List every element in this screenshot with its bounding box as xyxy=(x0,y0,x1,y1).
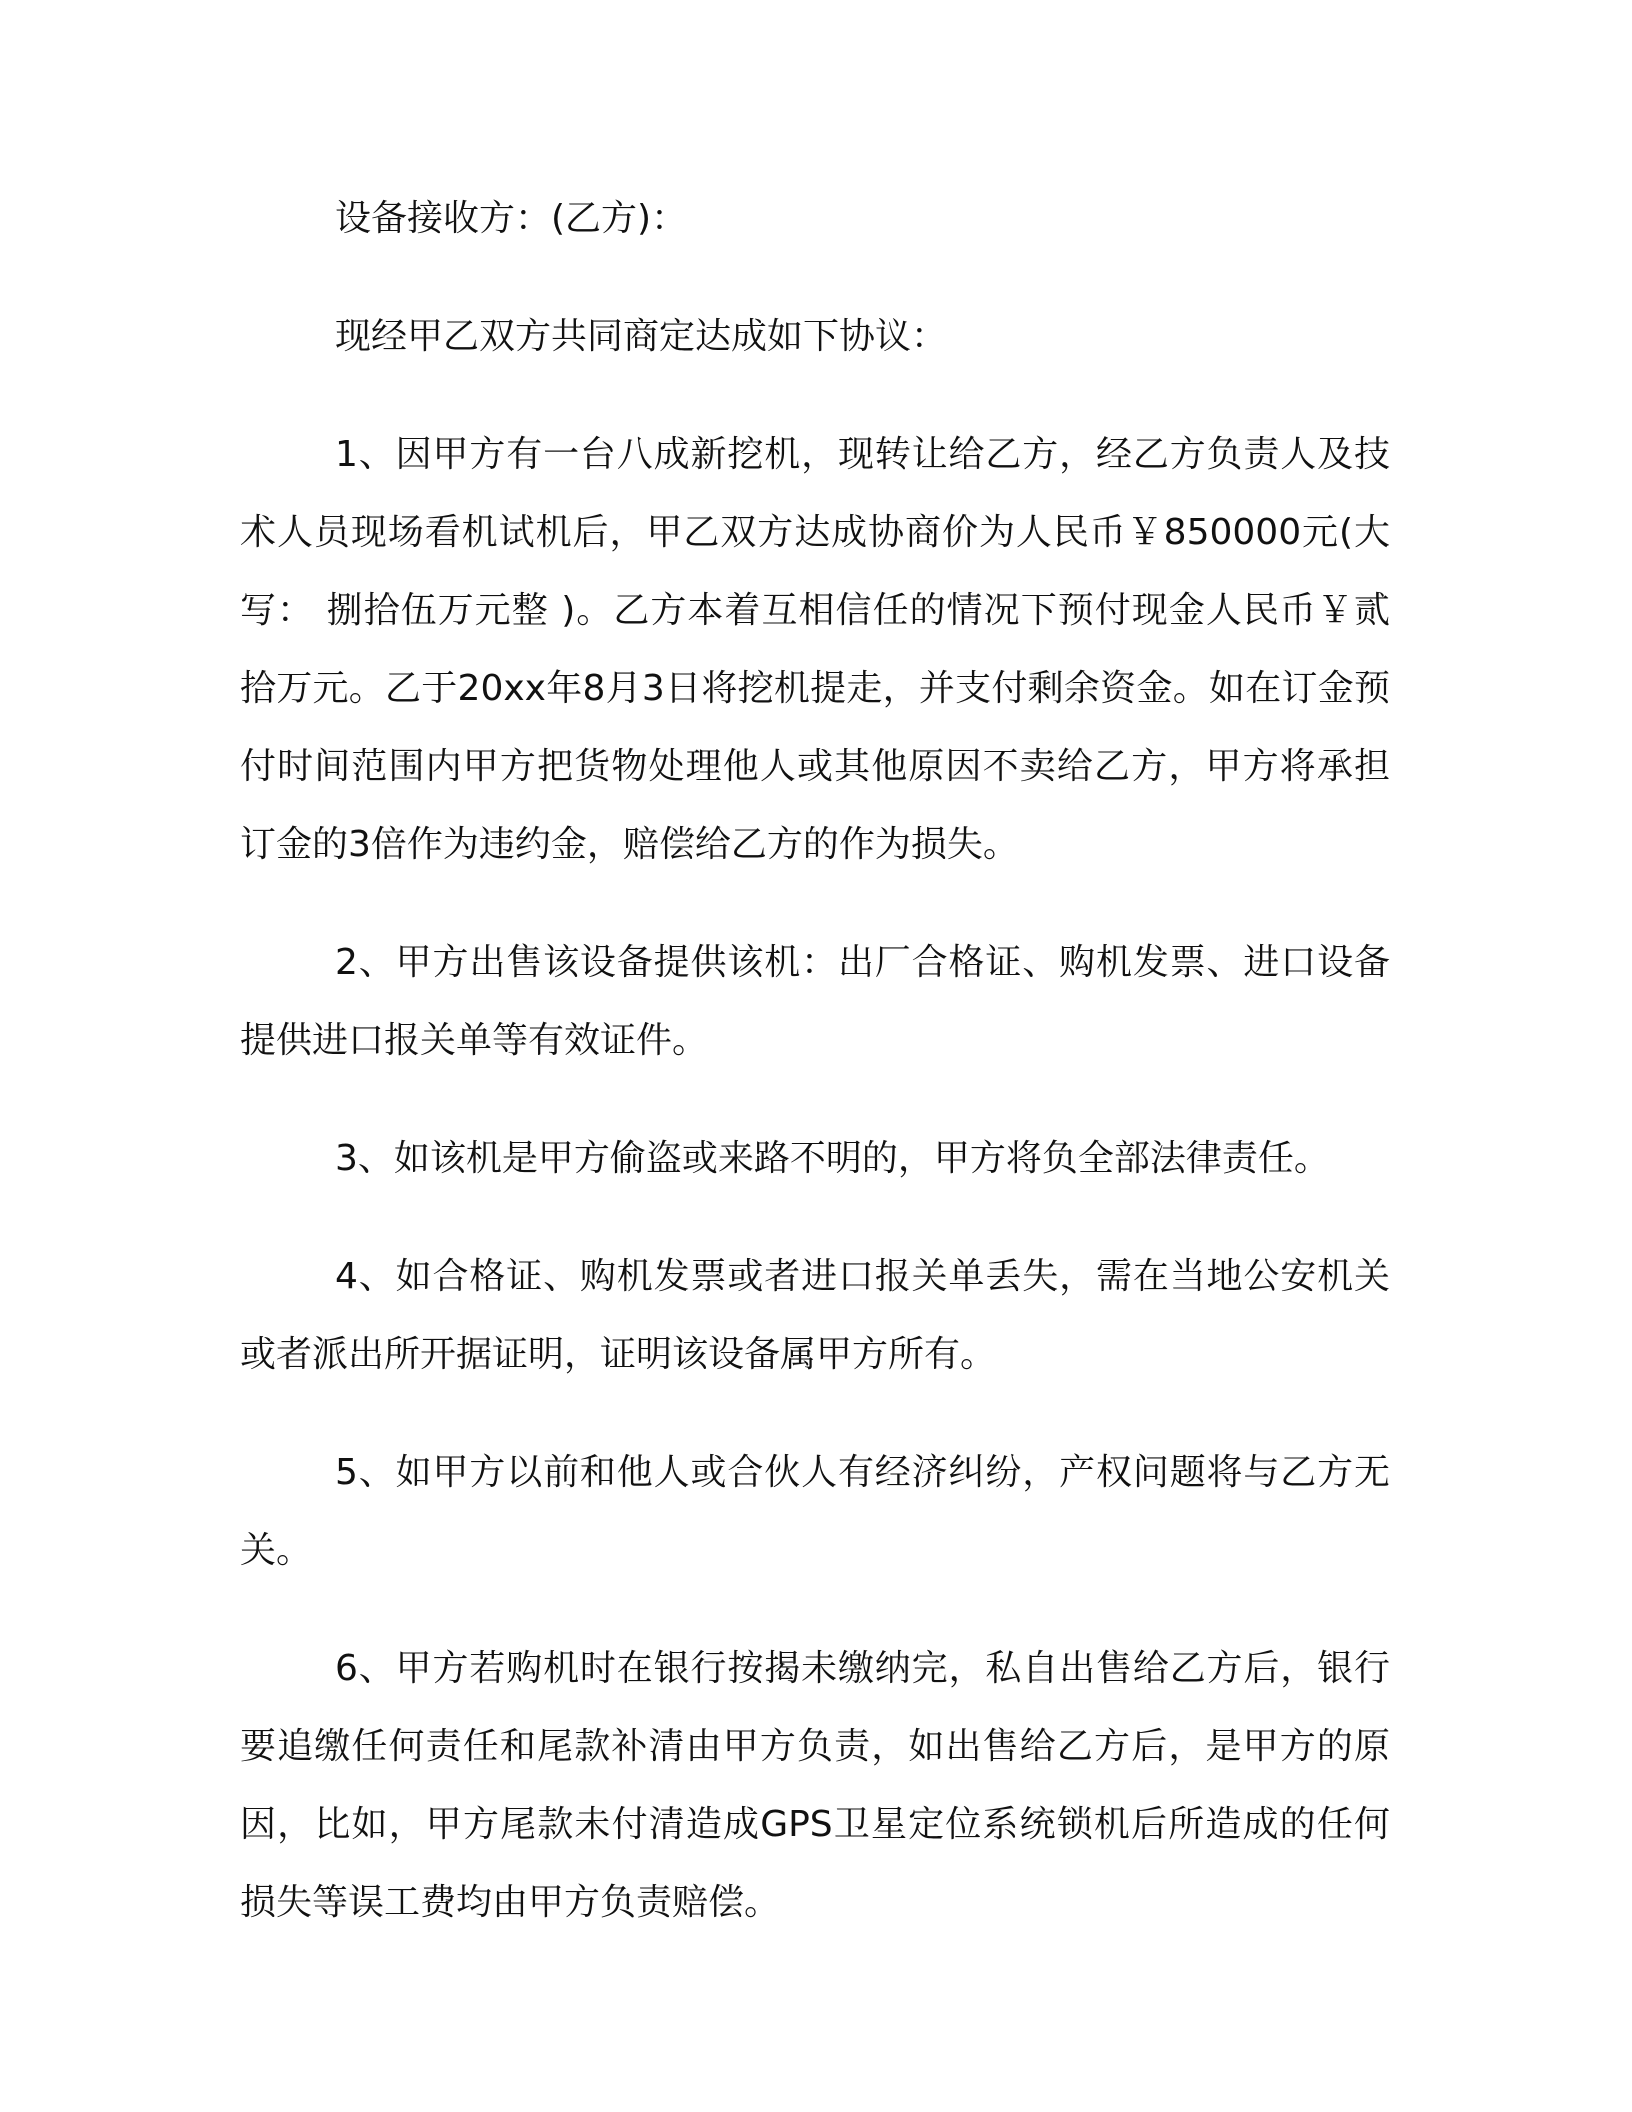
clause-5: 5、如甲方以前和他人或合伙人有经济纠纷，产权问题将与乙方无关。 xyxy=(240,1452,1390,1571)
document-page xyxy=(240,180,1390,1982)
clause-4: 4、如合格证、购机发票或者进口报关单丢失，需在当地公安机关或者派出所开据证明，证明该设备属甲方所有。 xyxy=(240,1256,1390,1375)
clause-2: 2、甲方出售该设备提供该机：出厂合格证、购机发票、进口设备提供进口报关单等有效证件。 xyxy=(240,942,1390,1061)
clause-6: 6、甲方若购机时在银行按揭未缴纳完，私自出售给乙方后，银行要追缴任何责任和尾款补清由甲方负责，如出售给乙方后，是甲方的原因，比如，甲方尾款未付清造成GPS卫星定位系统锁机后所造成的任何损失等误工费均由甲方负责赔偿。 xyxy=(240,1648,1390,1923)
clause-3: 3、如该机是甲方偷盗或来路不明的，甲方将负全部法律责任。 xyxy=(335,1138,1330,1179)
receiver-line: 设备接收方：(乙方)： xyxy=(335,198,688,239)
clause-1: 1、因甲方有一台八成新挖机，现转让给乙方，经乙方负责人及技术人员现场看机试机后，甲乙双方达成协商价为人民币￥850000元(大写： 捌拾伍万元整 )。乙方本着互相信任的情况下预付现金人民币￥贰拾万元。乙于20xx年8月3日将挖机提走，并支付剩余资金。如在订金预付时间范围内甲方把货物处理他人或其他原因不卖给乙方，甲方将承担订金的3倍作为违约金，赔偿给乙方的作为损失。 xyxy=(240,434,1390,865)
intro-line: 现经甲乙双方共同商定达成如下协议： xyxy=(335,316,948,357)
